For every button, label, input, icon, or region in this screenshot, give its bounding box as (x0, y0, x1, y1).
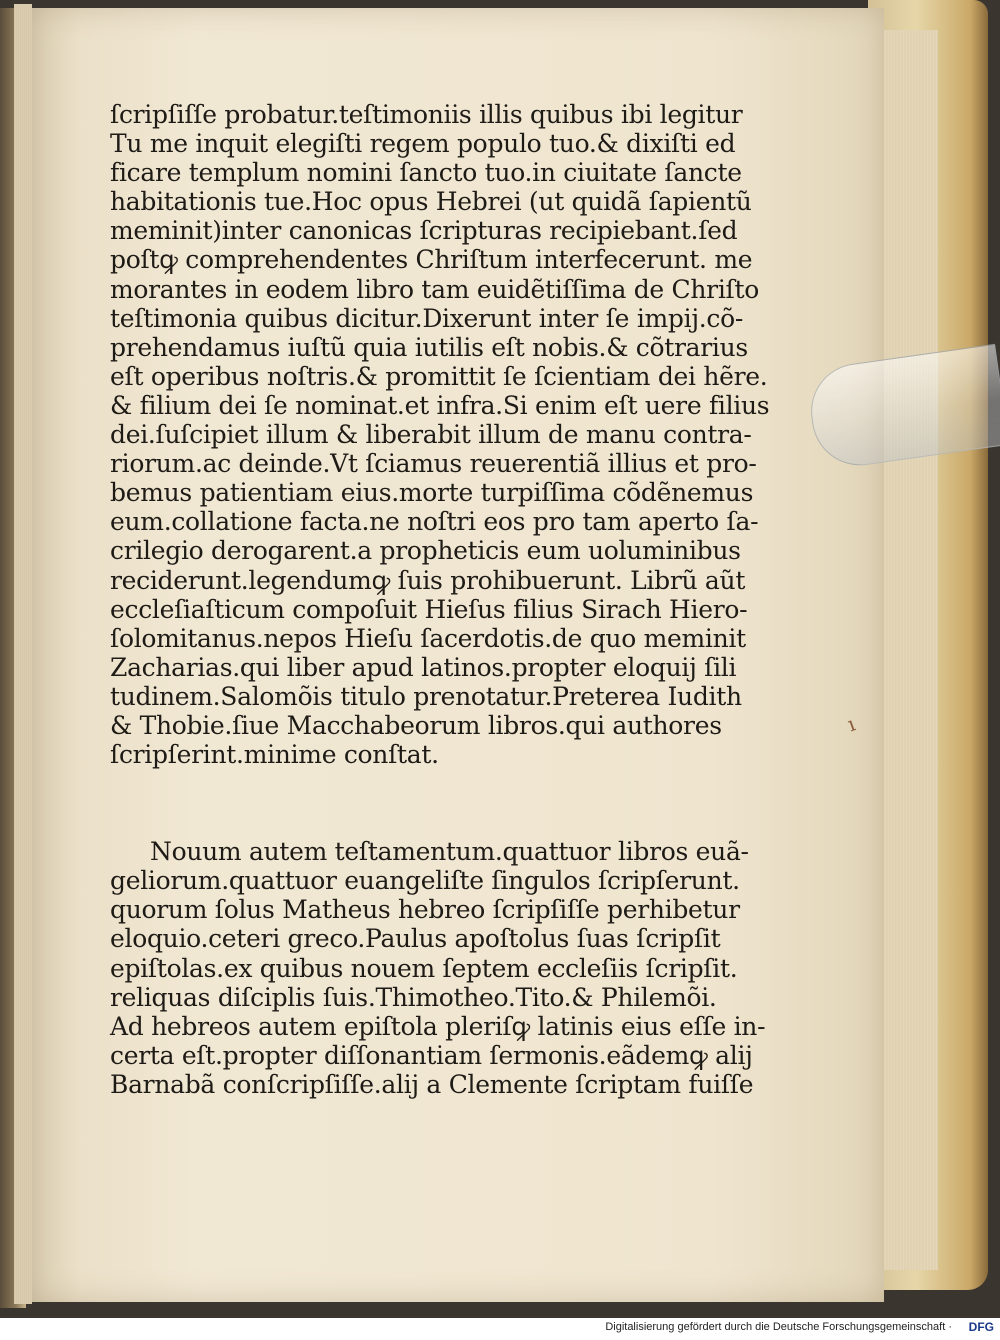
text-line: ſcripſiſſe probatur.teſtimoniis illis quibus ibi legitur (110, 100, 743, 129)
text-line: Zacharias.qui liber apud latinos.propter eloquij ſili (110, 652, 737, 682)
marginal-mark: ı (844, 711, 859, 737)
footer (0, 1318, 1000, 1340)
text-line: tudinem.Salomõis titulo prenotatur.Preterea Iudith (110, 681, 742, 711)
text-line: epiſtolas.ex quibus nouem ſeptem eccleſiis ſcripſit. (110, 953, 738, 983)
text-line: dei.ſuſcipiet illum & liberabit illum de manu contra- (110, 420, 752, 450)
text-line: geliorum.quattuor euangeliſte ſingulos ſcripſerunt. (110, 866, 740, 896)
text-line: meminit)inter canonicas ſcripturas recipiebant.ſed (110, 216, 738, 246)
text-line: ſolomitanus.nepos Hieſu ſacerdotis.de quo meminit (110, 623, 746, 653)
text-line: habitationis tue.Hoc opus Hebrei (ut quidã ſapientũ (110, 187, 752, 217)
text-line: & filium dei ſe nominat.et infra.Si enim eſt uere filius (110, 390, 770, 420)
footer-credit: Digitalisierung gefördert durch die Deutsche Forschungsgemeinschaft · (605, 1321, 952, 1333)
text-line: poſtꝙ comprehendentes Chriſtum interfecerunt. me (110, 245, 753, 275)
text-line: teſtimonia quibus dicitur.Dixerunt inter ſe impij.cõ- (110, 303, 744, 333)
book-page (28, 8, 884, 1302)
text-line: Nouum autem teſtamentum.quattuor libros euã- (150, 837, 749, 867)
text-line: eſt operibus noſtris.& promittit ſe ſcientiam dei hẽre. (110, 361, 768, 391)
paragraph-gap (110, 769, 750, 837)
text-line: eum.collatione facta.ne noſtri eos pro tam aperto ſa- (110, 507, 759, 537)
text-line: crilegio derogarent.a propheticis eum uoluminibus (110, 536, 741, 566)
text-block (110, 100, 770, 1099)
text-line: eloquio.ceteri greco.Paulus apoſtolus ſuas ſcripſit (110, 924, 721, 954)
text-line: prehendamus iuſtũ quia iutilis eſt nobis.& cõtrarius (110, 332, 748, 362)
text-line: & Thobie.ſiue Macchabeorum libros.qui authores (110, 710, 722, 740)
text-line: Ad hebreos autem epiſtola pleriſꝙ latinis eius eſſe in- (110, 1011, 766, 1041)
text-line: ficare templum nomini ſancto tuo.in ciuitate ſancte (110, 158, 742, 188)
text-line: ſcripſerint.minime conſtat. (110, 740, 439, 770)
left-page-edge (14, 4, 32, 1304)
text-line: morantes in eodem libro tam euidẽtiſſima de Chriſto (110, 274, 759, 304)
page-edges (878, 30, 938, 1270)
text-line: reliquas diſciplis ſuis.Thimotheo.Tito.& Philemõi. (110, 982, 717, 1012)
text-line: Tu me inquit elegiſti regem populo tuo.& dixiſti ed (110, 129, 736, 159)
text-line: bemus patientiam eius.morte turpiſſima cõdẽnemus (110, 478, 754, 508)
text-line: quorum ſolus Matheus hebreo ſcripſiſſe perhibetur (110, 895, 740, 925)
text-line: eccleſiaſticum compoſuit Hieſus filius Sirach Hiero- (110, 594, 748, 624)
text-line: reciderunt.legendumꝙ ſuis prohibuerunt. Librũ aũt (110, 565, 746, 595)
text-line: riorum.ac deinde.Vt ſciamus reuerentiã illius et pro- (110, 449, 757, 479)
dfg-logo: DFG (968, 1320, 994, 1334)
text-line: certa eſt.propter diſſonantiam ſermonis.eãdemꝙ alij (110, 1040, 753, 1070)
text-line: Barnabã conſcripſiſſe.alij a Clemente ſcriptam fuiſſe (110, 1069, 754, 1099)
